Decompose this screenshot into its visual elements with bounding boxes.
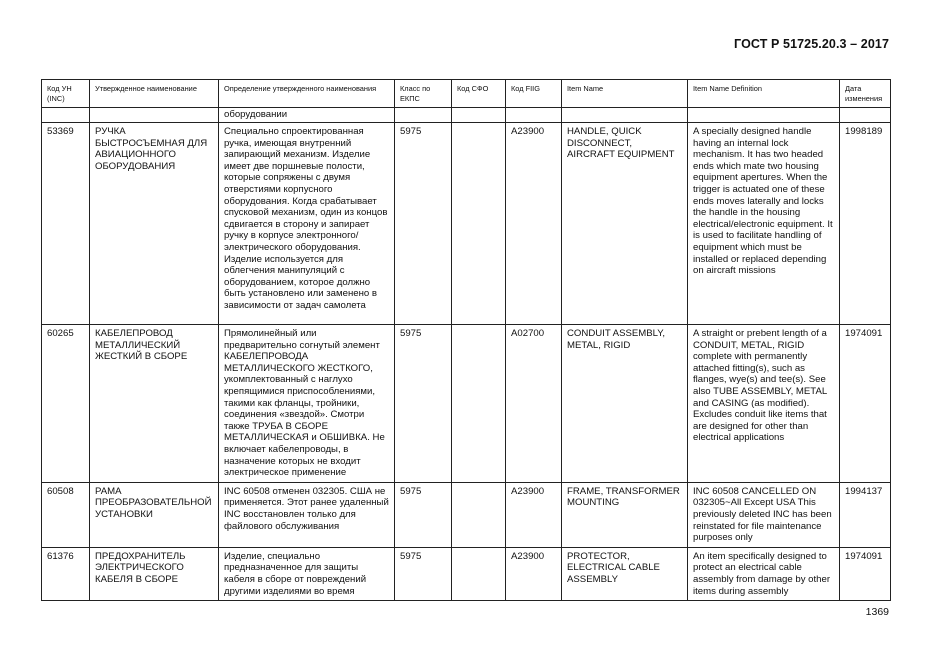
header-definition: Определение утвержденного наименования	[219, 80, 395, 108]
cell-inc: 53369	[42, 123, 90, 325]
cell-item-definition: An item specifically designed to protect an electrical cable assembly from damage by other items during assembly	[688, 547, 840, 600]
cell-change-date: 1974091	[840, 547, 891, 600]
header-item-name: Item Name	[562, 80, 688, 108]
cell-item-name: FRAME, TRANSFORMER MOUNTING	[562, 482, 688, 547]
cell-sfo-code	[452, 482, 506, 547]
cell-item-name: CONDUIT ASSEMBLY, METAL, RIGID	[562, 325, 688, 483]
cell-ekps-class: 5975	[395, 325, 452, 483]
document-standard-code: ГОСТ Р 51725.20.3 – 2017	[734, 37, 889, 51]
cell-empty	[840, 108, 891, 123]
table-row-continuation	[42, 108, 891, 123]
cell-ekps-class: 5975	[395, 547, 452, 600]
cell-sfo-code	[452, 547, 506, 600]
table-header-row	[42, 80, 891, 108]
header-item-definition: Item Name Definition	[688, 80, 840, 108]
cell-sfo-code	[452, 325, 506, 483]
cell-empty	[90, 108, 219, 123]
header-sfo-code: Код СФО	[452, 80, 506, 108]
cell-change-date: 1998189	[840, 123, 891, 325]
cell-ekps-class: 5975	[395, 123, 452, 325]
cell-empty	[562, 108, 688, 123]
cell-empty	[452, 108, 506, 123]
cell-fiig-code: A23900	[506, 482, 562, 547]
cell-approved-name: КАБЕЛЕПРОВОД МЕТАЛЛИЧЕСКИЙ ЖЕСТКИЙ В СБОРЕ	[90, 325, 219, 483]
classification-table	[41, 79, 891, 601]
cell-empty	[42, 108, 90, 123]
table-row	[42, 325, 891, 483]
cell-item-definition: A specially designed handle having an internal lock mechanism. It has two headed ends which mate two housing equipment apertures. When the trigger is actuated one of these ends moves laterally and locks the handle in the housing electrical/electronic equipment. It is used to facilitate handling of equipment which must be installed or replaced depending on aircraft missions	[688, 123, 840, 325]
cell-approved-name: РАМА ПРЕОБРАЗОВАТЕЛЬНОЙ УСТАНОВКИ	[90, 482, 219, 547]
cell-change-date: 1994137	[840, 482, 891, 547]
cell-ekps-class: 5975	[395, 482, 452, 547]
cell-fiig-code: A23900	[506, 547, 562, 600]
cell-item-name: PROTECTOR, ELECTRICAL CABLE ASSEMBLY	[562, 547, 688, 600]
header-approved-name: Утвержденное наименование	[90, 80, 219, 108]
cell-item-definition: A straight or prebent length of a CONDUIT, METAL, RIGID complete with permanently attached fitting(s), such as flanges, wye(s) and tee(s). See also TUBE ASSEMBLY, METAL and CASING (as modified). Excludes conduit like items that are designed for other than electrical applications	[688, 325, 840, 483]
page-number: 1369	[865, 606, 889, 618]
cell-empty	[395, 108, 452, 123]
cell-fiig-code: A02700	[506, 325, 562, 483]
cell-item-name: HANDLE, QUICK DISCONNECT, AIRCRAFT EQUIPMENT	[562, 123, 688, 325]
cell-approved-name: ПРЕДОХРАНИТЕЛЬ ЭЛЕКТРИЧЕСКОГО КАБЕЛЯ В СБОРЕ	[90, 547, 219, 600]
cell-approved-name: РУЧКА БЫСТРОСЪЕМНАЯ ДЛЯ АВИАЦИОННОГО ОБОРУДОВАНИЯ	[90, 123, 219, 325]
cell-empty	[506, 108, 562, 123]
cell-continuation-text: оборудовании	[219, 108, 395, 123]
cell-item-definition: INC 60508 CANCELLED ON 032305~All Except USA This previously deleted INC has been reinstated for file maintenance purposes only	[688, 482, 840, 547]
table-row	[42, 547, 891, 600]
cell-inc: 60508	[42, 482, 90, 547]
cell-inc: 60265	[42, 325, 90, 483]
header-ekps-class: Класс по ЕКПС	[395, 80, 452, 108]
cell-change-date: 1974091	[840, 325, 891, 483]
cell-definition: INC 60508 отменен 032305. США не применяется. Этот ранее удаленный INC восстановлен только для файлового обслуживания	[219, 482, 395, 547]
cell-definition: Специально спроектированная ручка, имеющая внутренний запирающий механизм. Изделие имеет две поршневые полости, которые сопряжены с двумя отверстиями корпусного оборудования. Когда срабатывает спусковой механизм, один из концов сдвигается в сторону и запирает ручку в корпусе электронного/электрического оборудования. Изделие используется для облегчения манипуляций с оборудованием, которое должно быть установлено или заменено в зависимости от задач самолета	[219, 123, 395, 325]
cell-definition: Изделие, специально предназначенное для защиты кабеля в сборе от повреждений другими изделиями во время	[219, 547, 395, 600]
table-row	[42, 482, 891, 547]
cell-empty	[688, 108, 840, 123]
header-fiig-code: Код FIIG	[506, 80, 562, 108]
cell-sfo-code	[452, 123, 506, 325]
cell-fiig-code: A23900	[506, 123, 562, 325]
header-change-date: Дата изменения	[840, 80, 891, 108]
table-row	[42, 123, 891, 325]
header-inc-code: Код УН (INC)	[42, 80, 90, 108]
cell-definition: Прямолинейный или предварительно согнутый элемент КАБЕЛЕПРОВОДА МЕТАЛЛИЧЕСКОГО ЖЕСТКОГО, укомплектованный с наглухо крепящимися приспособлениями, такими как фланцы, тройники, соединения «звездой». Смотри также ТРУБА В СБОРЕ МЕТАЛЛИЧЕСКАЯ и ОБШИВКА. Не включает кабелепроводы, в назначение которых не входит электрическое применение	[219, 325, 395, 483]
cell-inc: 61376	[42, 547, 90, 600]
